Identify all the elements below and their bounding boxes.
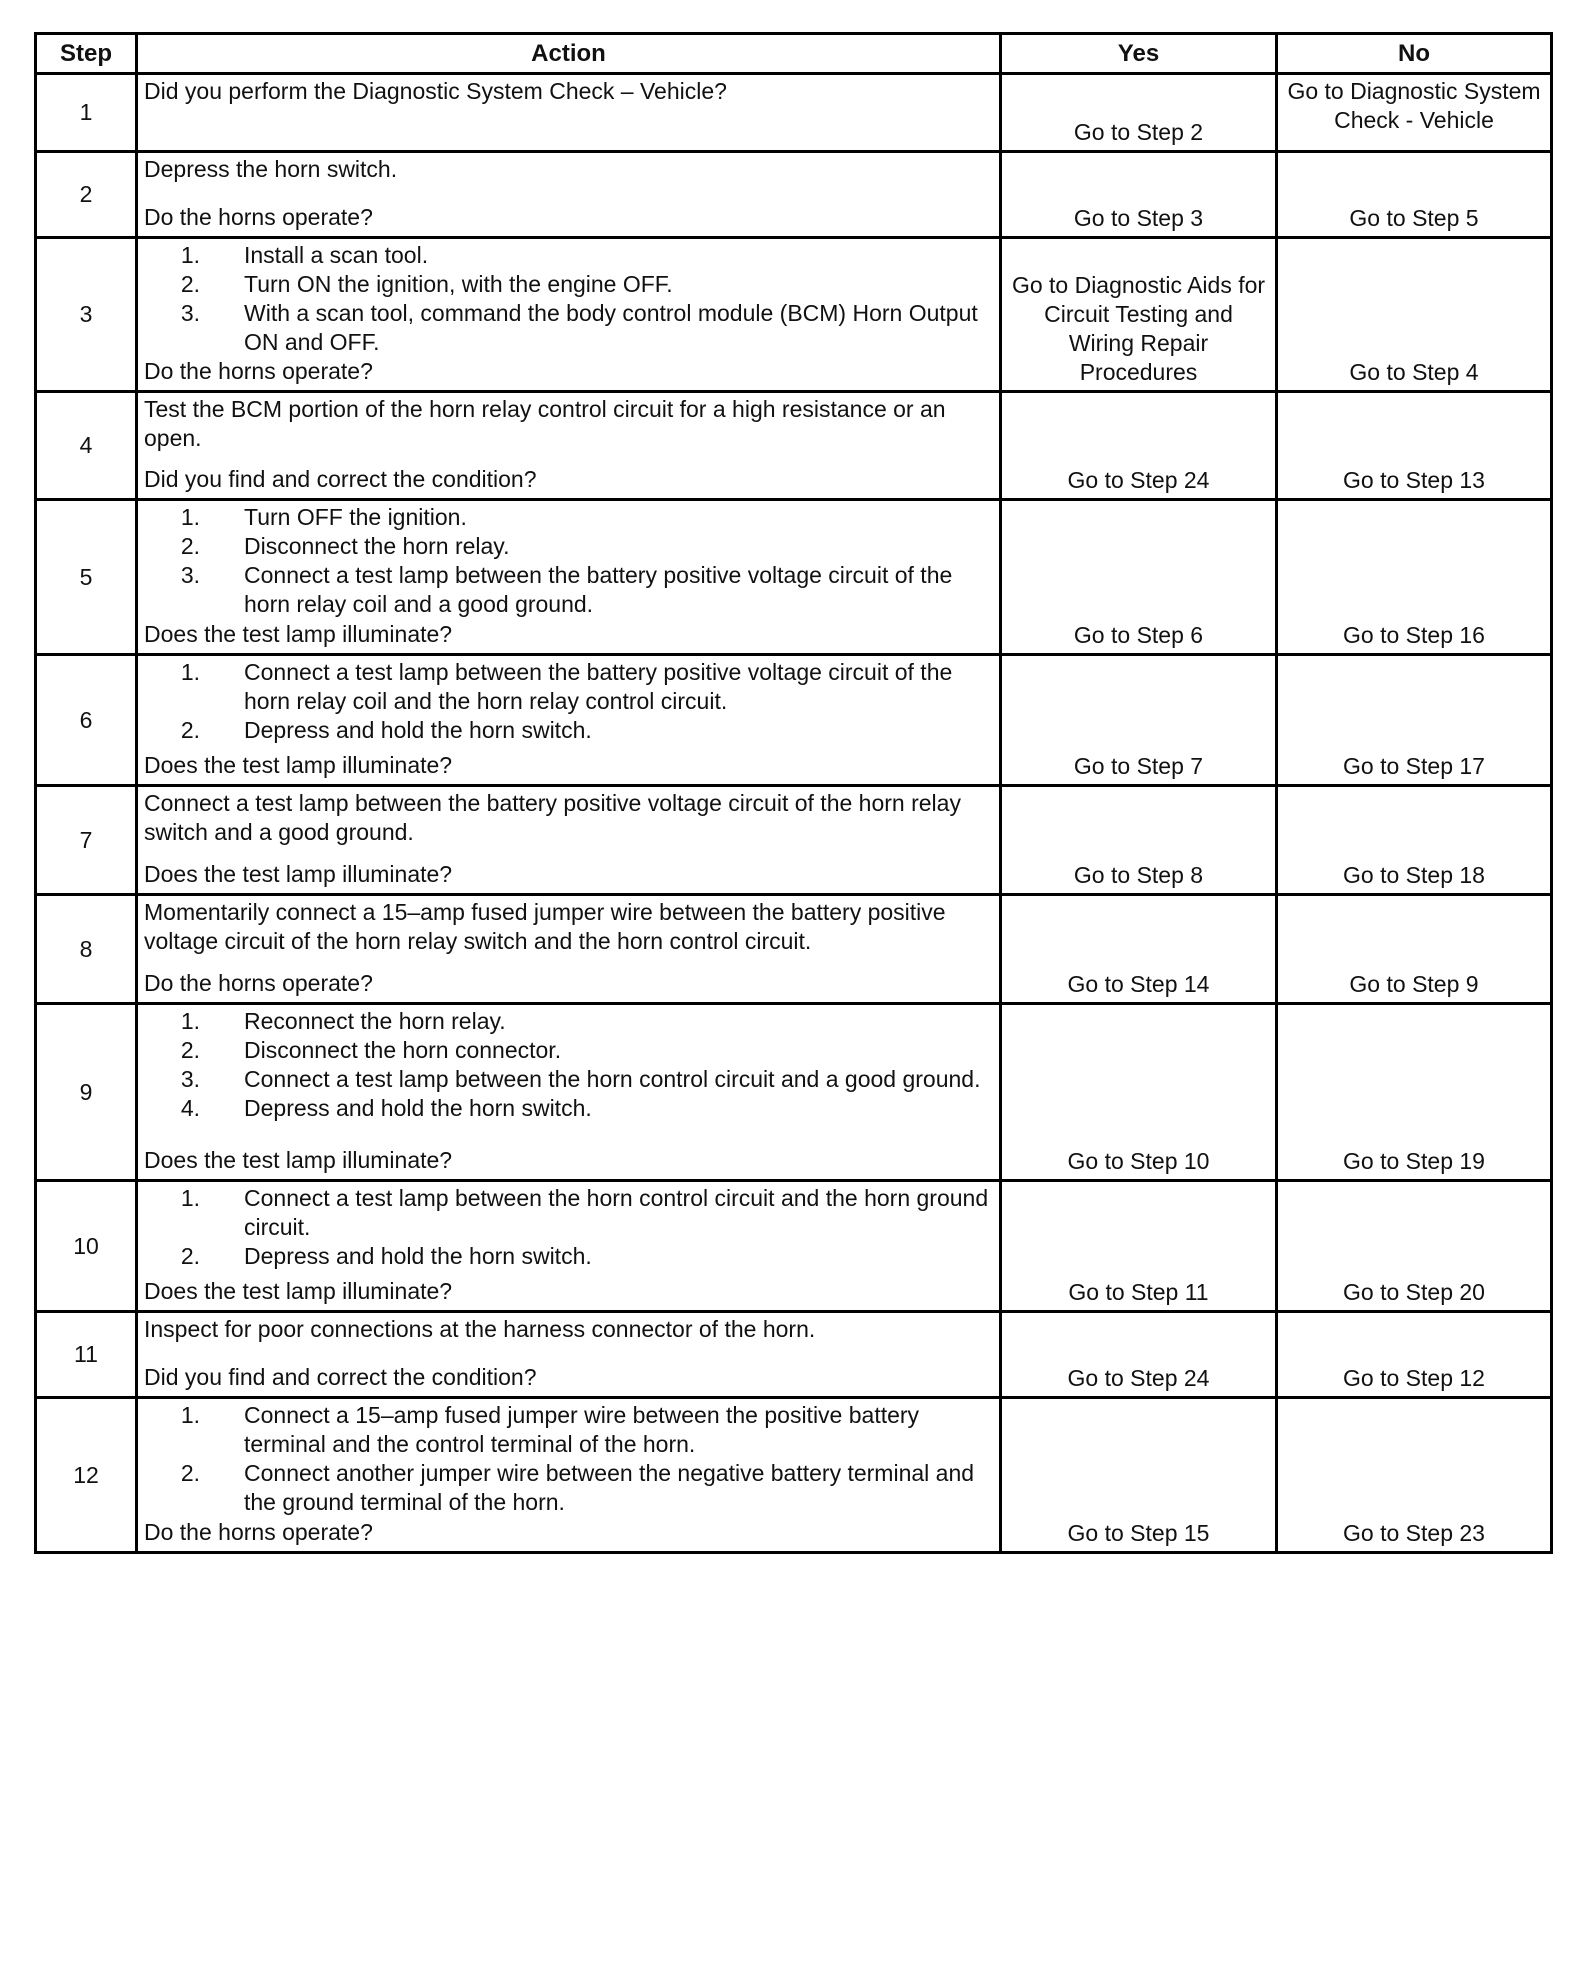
action-list [144,1184,991,1271]
table-row [36,1398,1552,1553]
list-item [144,299,991,357]
header-no: No [1277,34,1552,74]
action-cell [137,655,1001,786]
action-cell [137,152,1001,238]
list-item-text: Connect a 15–amp fused jumper wire between the positive battery terminal and the control terminal of the horn. [244,1402,920,1457]
list-item-text: Connect a test lamp between the horn control circuit and the horn ground circuit. [244,1185,989,1240]
action-question: Does the test lamp illuminate? [144,861,453,887]
action-cell [137,74,1001,152]
table-row [36,238,1552,392]
spacer [144,847,991,860]
list-item-text: Depress and hold the horn switch. [244,717,592,743]
yes-result: Go to Step 3 [1001,152,1277,238]
list-item [144,1094,991,1123]
spacer [144,106,991,146]
list-item-text: Connect another jumper wire between the negative battery terminal and the ground terminal of the horn. [244,1460,975,1515]
list-item-number: 2. [180,1243,200,1269]
list-item-text: With a scan tool, command the body control module (BCM) Horn Output ON and OFF. [244,300,978,355]
list-item-number: 1. [180,504,200,530]
list-item [144,270,991,299]
list-item-text: Turn ON the ignition, with the engine OFF. [244,271,673,297]
list-item-number: 1. [180,1402,200,1428]
yes-result: Go to Step 15 [1001,1398,1277,1553]
action-text: Depress the horn switch. [144,156,398,182]
spacer [144,1344,991,1363]
action-list [144,503,991,619]
no-result: Go to Step 9 [1277,895,1552,1004]
list-item-text: Reconnect the horn relay. [244,1008,506,1034]
yes-result: Go to Step 7 [1001,655,1277,786]
action-cell [137,392,1001,500]
no-result: Go to Step 13 [1277,392,1552,500]
step-number: 11 [36,1312,137,1398]
yes-result: Go to Step 10 [1001,1004,1277,1181]
action-text: Did you perform the Diagnostic System Check – Vehicle? [144,78,727,104]
list-item [144,241,991,270]
header-yes: Yes [1001,34,1277,74]
list-item [144,658,991,716]
step-number: 5 [36,500,137,655]
action-list [144,241,991,357]
table-row [36,655,1552,786]
header-action: Action [137,34,1001,74]
step-number: 12 [36,1398,137,1553]
list-item [144,1401,991,1459]
step-number: 2 [36,152,137,238]
list-item-number: 4. [180,1095,200,1121]
action-cell [137,1181,1001,1312]
list-item [144,1459,991,1517]
table-body [36,74,1552,1553]
no-result: Go to Step 17 [1277,655,1552,786]
list-item-number: 1. [180,1185,200,1211]
action-cell [137,1312,1001,1398]
yes-result: Go to Diagnostic Aids for Circuit Testing and Wiring Repair Procedures [1001,238,1277,392]
no-result: Go to Step 16 [1277,500,1552,655]
no-result: Go to Step 5 [1277,152,1552,238]
header-step: Step [36,34,137,74]
list-item-number: 3. [180,1066,200,1092]
list-item-text: Depress and hold the horn switch. [244,1243,592,1269]
list-item-text: Turn OFF the ignition. [244,504,467,530]
yes-result: Go to Step 2 [1001,74,1277,152]
action-cell [137,500,1001,655]
spacer [144,184,991,203]
action-text: Inspect for poor connections at the harness connector of the horn. [144,1316,816,1342]
action-text: Connect a test lamp between the battery positive voltage circuit of the horn relay switch and a good ground. [144,790,961,845]
list-item-number: 3. [180,562,200,588]
list-item-number: 2. [180,533,200,559]
action-question: Do the horns operate? [144,1519,373,1545]
step-number: 6 [36,655,137,786]
action-list [144,1401,991,1517]
list-item-number: 2. [180,1460,200,1486]
no-result: Go to Diagnostic System Check - Vehicle [1277,74,1552,152]
list-item [144,1065,991,1094]
list-item [144,1184,991,1242]
no-result: Go to Step 4 [1277,238,1552,392]
step-number: 3 [36,238,137,392]
table-row [36,1004,1552,1181]
action-question: Does the test lamp illuminate? [144,1278,453,1304]
yes-result: Go to Step 8 [1001,786,1277,895]
table-row [36,786,1552,895]
action-cell [137,1004,1001,1181]
list-item-text: Depress and hold the horn switch. [244,1095,592,1121]
action-question: Does the test lamp illuminate? [144,621,453,647]
table-row [36,392,1552,500]
table-row [36,1181,1552,1312]
list-item [144,1242,991,1271]
action-cell [137,786,1001,895]
spacer [144,453,991,465]
action-question: Did you find and correct the condition? [144,1364,537,1390]
list-item-text: Disconnect the horn relay. [244,533,510,559]
list-item-text: Connect a test lamp between the horn control circuit and a good ground. [244,1066,981,1092]
list-item [144,1036,991,1065]
action-cell [137,895,1001,1004]
no-result: Go to Step 18 [1277,786,1552,895]
list-item-text: Install a scan tool. [244,242,429,268]
table-row [36,74,1552,152]
action-question: Does the test lamp illuminate? [144,1147,453,1173]
list-item-number: 1. [180,659,200,685]
step-number: 1 [36,74,137,152]
yes-result: Go to Step 24 [1001,1312,1277,1398]
list-item [144,716,991,745]
yes-result: Go to Step 11 [1001,1181,1277,1312]
table-header-row [36,34,1552,74]
list-item-text: Disconnect the horn connector. [244,1037,562,1063]
action-question: Does the test lamp illuminate? [144,752,453,778]
list-item-text: Connect a test lamp between the battery positive voltage circuit of the horn relay coil and the horn relay control circuit. [244,659,953,714]
list-item-number: 2. [180,1037,200,1063]
action-list [144,658,991,745]
list-item-number: 1. [180,242,200,268]
list-item-number: 3. [180,300,200,326]
step-number: 7 [36,786,137,895]
list-item-number: 2. [180,271,200,297]
spacer [144,1123,991,1146]
action-cell [137,1398,1001,1553]
action-question: Did you find and correct the condition? [144,466,537,492]
list-item-number: 1. [180,1008,200,1034]
list-item-text: Connect a test lamp between the battery positive voltage circuit of the horn relay coil and a good ground. [244,562,953,617]
table-row [36,1312,1552,1398]
step-number: 8 [36,895,137,1004]
action-text: Test the BCM portion of the horn relay control circuit for a high resistance or an open. [144,396,946,451]
spacer [144,956,991,969]
list-item [144,1007,991,1036]
list-item-number: 2. [180,717,200,743]
yes-result: Go to Step 24 [1001,392,1277,500]
step-number: 10 [36,1181,137,1312]
table-row [36,500,1552,655]
step-number: 4 [36,392,137,500]
list-item [144,532,991,561]
table-row [36,895,1552,1004]
yes-result: Go to Step 14 [1001,895,1277,1004]
list-item [144,561,991,619]
action-cell [137,238,1001,392]
no-result: Go to Step 19 [1277,1004,1552,1181]
action-question: Do the horns operate? [144,204,373,230]
action-list [144,1007,991,1123]
yes-result: Go to Step 6 [1001,500,1277,655]
diagnostic-table [34,32,1553,1554]
step-number: 9 [36,1004,137,1181]
table-row [36,152,1552,238]
action-question: Do the horns operate? [144,970,373,996]
action-question: Do the horns operate? [144,358,373,384]
list-item [144,503,991,532]
no-result: Go to Step 23 [1277,1398,1552,1553]
no-result: Go to Step 20 [1277,1181,1552,1312]
no-result: Go to Step 12 [1277,1312,1552,1398]
action-text: Momentarily connect a 15–amp fused jumper wire between the battery positive voltage circuit of the horn relay switch and the horn control circuit. [144,899,946,954]
